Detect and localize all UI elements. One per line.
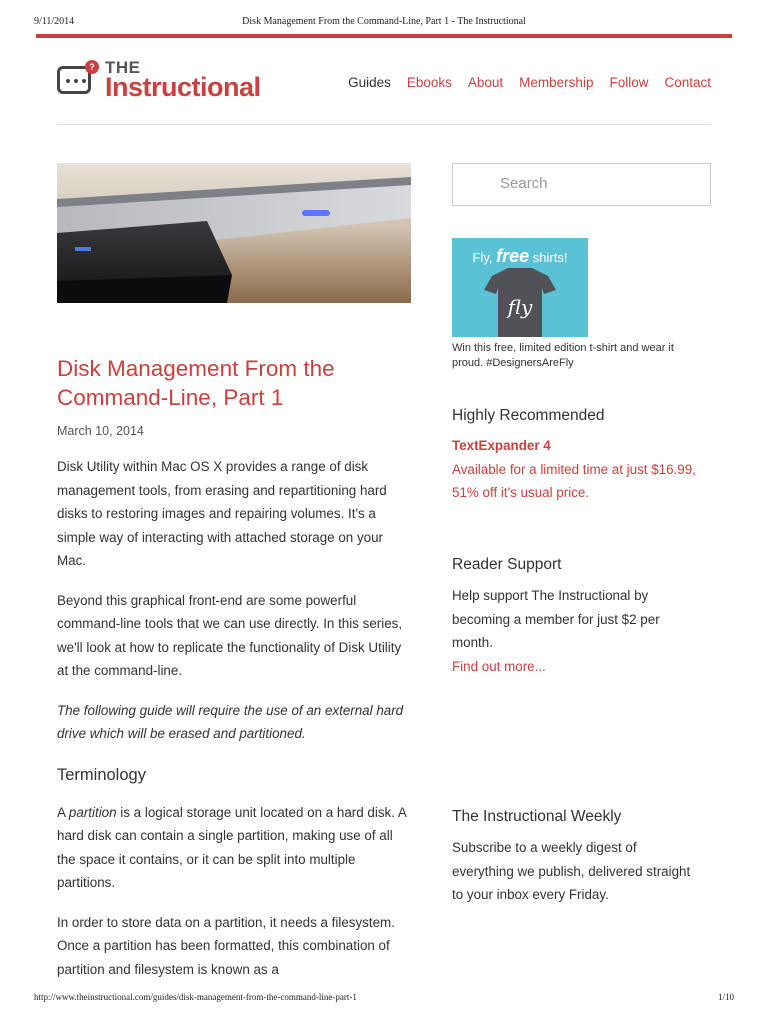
recommended-offer-link[interactable]: Available for a limited time at just $16.99, 51% off it's usual price. [452, 461, 696, 500]
hero-image [57, 163, 411, 303]
nav-follow[interactable]: Follow [609, 75, 649, 90]
nav-contact[interactable]: Contact [664, 75, 711, 90]
recommended-block [452, 434, 702, 505]
print-header [34, 16, 734, 30]
sidebar-heading-support: Reader Support [452, 556, 562, 573]
article-paragraph: Disk Utility within Mac OS X provides a range of disk management tools, from erasing and repartitioning hard disks to restoring images and repairing volumes. It's a simple way of interacting with attached storage on your Mac. [57, 459, 387, 568]
print-url: http://www.theinstructional.com/guides/disk-management-from-the-command-line-part-1 [34, 992, 357, 1002]
top-accent-bar [36, 34, 732, 38]
site-logo[interactable] [57, 58, 277, 104]
logo-name: Instructional [105, 72, 261, 102]
ad-caption: Win this free, limited edition t-shirt and wear it proud. #DesignersAreFly [452, 342, 674, 369]
nav-ebooks[interactable]: Ebooks [406, 75, 452, 90]
tshirt-icon [452, 238, 588, 337]
laptop-hard-drive-photo [57, 163, 411, 303]
print-date: 9/11/2014 [34, 16, 75, 27]
shirt-text: fly [507, 295, 533, 319]
article-date: March 10, 2014 [57, 424, 144, 438]
print-footer [34, 992, 734, 1004]
question-badge-icon: ? [85, 60, 99, 74]
ad-banner[interactable] [452, 238, 588, 337]
find-out-more-link[interactable]: Find out more... [452, 658, 546, 674]
ad-headline: Fly, free shirts! [472, 246, 568, 266]
recommended-product-link[interactable]: TextExpander 4 [452, 438, 551, 453]
section-heading-terminology: Terminology [57, 765, 146, 784]
search-input[interactable]: Search [452, 163, 711, 206]
article-paragraph: In order to store data on a partition, it needs a filesystem. Once a partition has been formatted, this combination of partition and filesystem is known as a [57, 914, 395, 977]
nav-about[interactable]: About [467, 75, 504, 90]
article-paragraph: Beyond this graphical front-end are some powerful command-line tools that we can use directly. In this series, we'll look at how to replicate the functionality of Disk Utility at the command-line. [57, 592, 403, 678]
article-title: Disk Management From the Command-Line, Part 1 [57, 356, 335, 410]
article-note: The following guide will require the use of an external hard drive which will be erased and partitioned. [57, 702, 404, 741]
logo-the: THE [105, 58, 141, 77]
nav-divider [57, 124, 711, 125]
term-partition: partition [68, 804, 117, 820]
support-block [452, 584, 702, 678]
nav-membership[interactable]: Membership [519, 75, 594, 90]
print-page-number: 1/10 [717, 992, 734, 1002]
nav-guides[interactable]: Guides [348, 75, 391, 90]
main-nav [348, 75, 711, 90]
sidebar-heading-weekly: The Instructional Weekly [452, 808, 622, 825]
article [57, 354, 412, 981]
sidebar-heading-recommended: Highly Recommended [452, 407, 605, 424]
print-title: Disk Management From the Command-Line, Part 1 - The Instructional [242, 16, 526, 27]
article-paragraph: A partition is a logical storage unit located on a hard disk. A hard disk can contain a single partition, making use of all the space it contains, or it can be split into multiple partitions. [57, 804, 407, 890]
support-text: Help support The Instructional by becoming a member for just $2 per month. [452, 588, 660, 650]
weekly-text: Subscribe to a weekly digest of everything we publish, delivered straight to your inbox every Friday. [452, 840, 691, 902]
